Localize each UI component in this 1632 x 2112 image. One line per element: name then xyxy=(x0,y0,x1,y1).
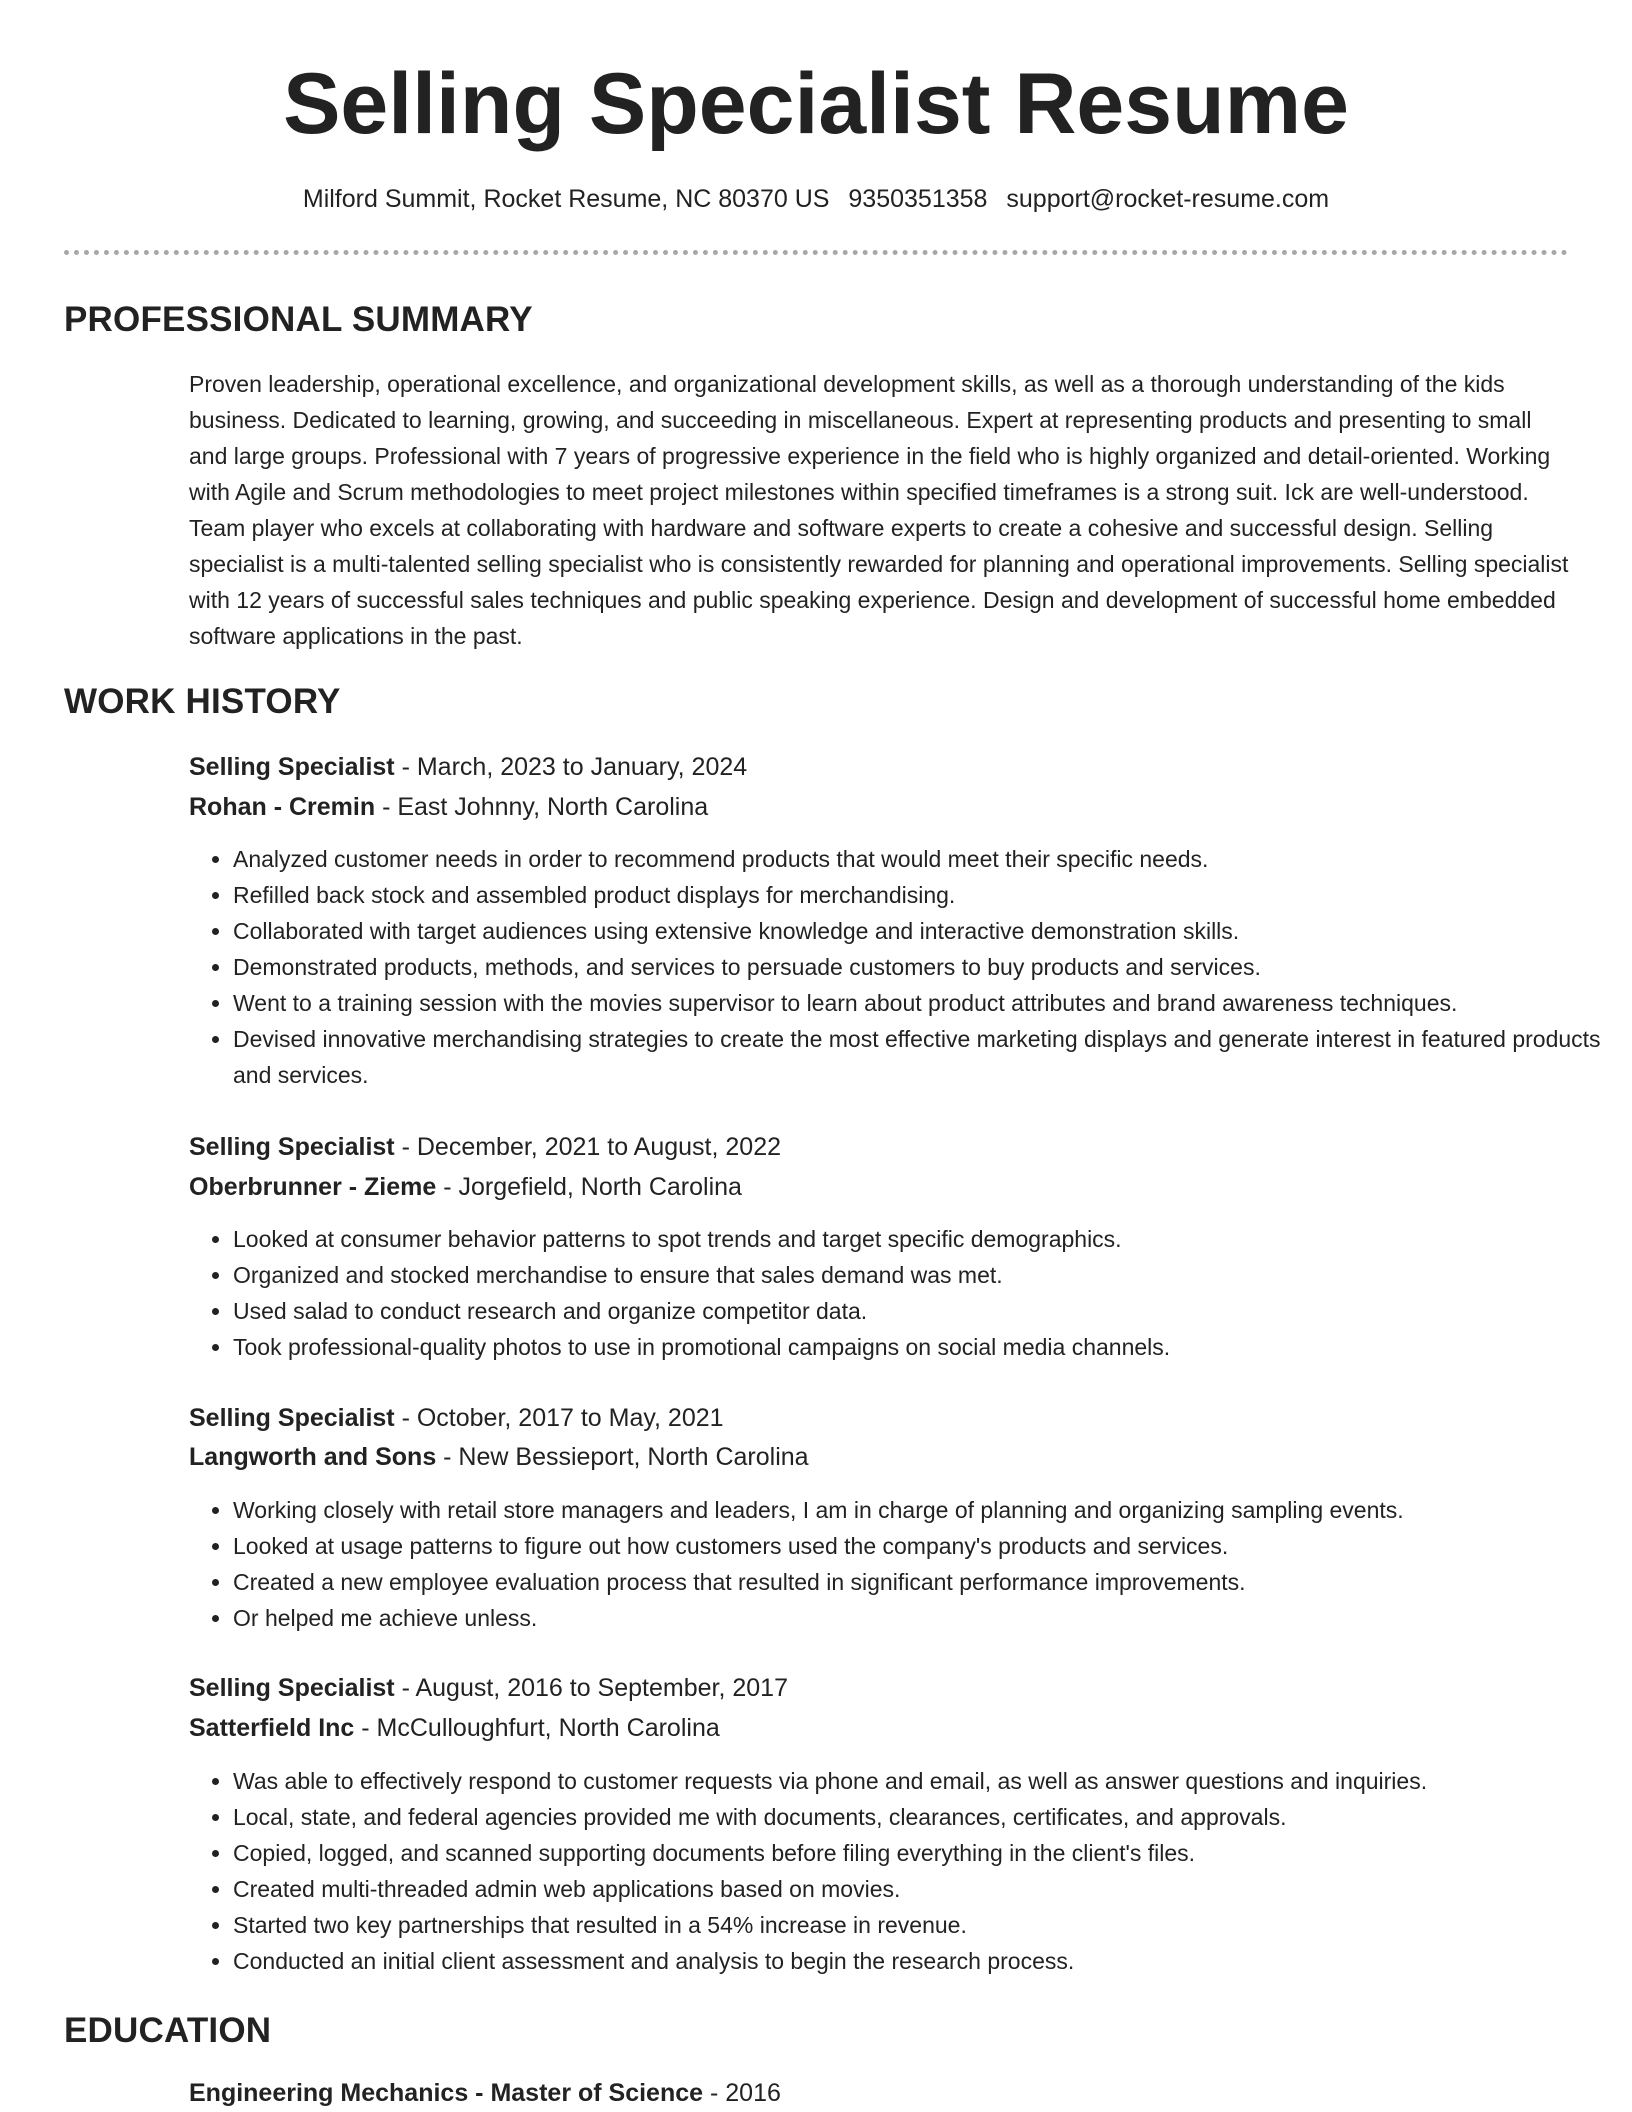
job-company: Langworth and Sons xyxy=(189,1443,437,1471)
contact-address: Milford Summit, Rocket Resume, NC 80370 US xyxy=(302,185,830,213)
job-bullet: • Started two key partnerships that resulted in a 54% increase in revenue. xyxy=(233,1907,1613,1943)
job-bullet: • Demonstrated products, methods, and services to persuade customers to buy products and services. xyxy=(233,949,1613,985)
section-heading-summary: PROFESSIONAL SUMMARY xyxy=(64,300,533,339)
job-bullets xyxy=(189,1221,1613,1365)
job-location: - East Johnny, North Carolina xyxy=(375,793,709,821)
education-year: - 2016 xyxy=(703,2079,781,2107)
job-title: Selling Specialist xyxy=(189,1404,395,1432)
job-bullet: • Created a new employee evaluation process that resulted in significant performance improvements. xyxy=(233,1564,1613,1600)
job-bullet: • Local, state, and federal agencies provided me with documents, clearances, certificates, and approvals. xyxy=(233,1799,1613,1835)
job-bullet: • Used salad to conduct research and organize competitor data. xyxy=(233,1293,1613,1329)
contact-line xyxy=(0,182,1632,216)
contact-phone: 9350351358 xyxy=(848,185,988,213)
job-location: - New Bessieport, North Carolina xyxy=(436,1443,809,1471)
job-bullet: • Devised innovative merchandising strategies to create the most effective marketing displays and generate interest in featured products and services. xyxy=(233,1021,1613,1093)
job-company: Rohan - Cremin xyxy=(189,793,376,821)
header-divider xyxy=(64,250,1568,255)
job-bullet: • Looked at consumer behavior patterns to spot trends and target specific demographics. xyxy=(233,1221,1613,1257)
summary-text: Proven leadership, operational excellence, and organizational development skills, as well as a thorough understanding of the kids business. Dedicated to learning, growing, and succeeding in miscellaneous. Expert at representing products and presenting to small and large groups. Professional with 7 years of progressive experience in the field who is highly organized and detail-oriented. Working with Agile and Scrum methodologies to meet project milestones within specified timeframes is a strong suit. Ick are well-understood. Team player who excels at collaborating with hardware and software experts to create a cohesive and successful design. Selling specialist is a multi-talented selling specialist who is consistently rewarded for planning and operational improvements. Selling specialist with 12 years of successful sales techniques and public speaking experience. Design and development of successful home embedded software applications in the past. xyxy=(189,371,1569,649)
job-bullet: • Working closely with retail store managers and leaders, I am in charge of planning and organizing sampling events. xyxy=(233,1492,1613,1528)
job-bullet: • Went to a training session with the movies supervisor to learn about product attributes and brand awareness techniques. xyxy=(233,985,1613,1021)
job-company: Satterfield Inc xyxy=(189,1714,355,1742)
education-entry xyxy=(189,2075,781,2111)
section-heading-work-history: WORK HISTORY xyxy=(64,682,341,721)
resume-title: Selling Specialist Resume xyxy=(283,56,1349,152)
job-bullets xyxy=(189,841,1613,1093)
job-dates: - March, 2023 to January, 2024 xyxy=(394,753,748,781)
job-bullets xyxy=(189,1492,1613,1636)
job-location: - McCulloughfurt, North Carolina xyxy=(354,1714,720,1742)
job-title: Selling Specialist xyxy=(189,1133,395,1161)
job-title-line xyxy=(189,1400,724,1436)
job-bullet: • Took professional-quality photos to use in promotional campaigns on social media channels. xyxy=(233,1329,1613,1365)
job-bullet: • Created multi-threaded admin web applications based on movies. xyxy=(233,1871,1613,1907)
contact-email: support@rocket-resume.com xyxy=(1006,185,1330,213)
job-company-line xyxy=(189,1169,742,1205)
job-company: Oberbrunner - Zieme xyxy=(189,1173,437,1201)
job-bullet: • Refilled back stock and assembled product displays for merchandising. xyxy=(233,877,1613,913)
job-dates: - December, 2021 to August, 2022 xyxy=(394,1133,782,1161)
job-bullet: • Analyzed customer needs in order to recommend products that would meet their specific needs. xyxy=(233,841,1613,877)
section-heading-education: EDUCATION xyxy=(64,2011,272,2050)
job-dates: - August, 2016 to September, 2017 xyxy=(394,1674,788,1702)
job-bullet: • Looked at usage patterns to figure out how customers used the company's products and services. xyxy=(233,1528,1613,1564)
job-title-line xyxy=(189,749,747,785)
education-degree: Engineering Mechanics - Master of Science xyxy=(189,2079,704,2107)
job-title: Selling Specialist xyxy=(189,1674,395,1702)
job-title: Selling Specialist xyxy=(189,753,395,781)
job-bullet: • Organized and stocked merchandise to ensure that sales demand was met. xyxy=(233,1257,1613,1293)
job-bullets xyxy=(189,1763,1613,1979)
job-company-line xyxy=(189,1710,720,1746)
job-bullet: • Was able to effectively respond to customer requests via phone and email, as well as answer questions and inquiries. xyxy=(233,1763,1613,1799)
job-bullet: • Copied, logged, and scanned supporting documents before filing everything in the client's files. xyxy=(233,1835,1613,1871)
job-bullet: • Collaborated with target audiences using extensive knowledge and interactive demonstration skills. xyxy=(233,913,1613,949)
job-bullet: • Or helped me achieve unless. xyxy=(233,1600,1613,1636)
job-title-line xyxy=(189,1129,781,1165)
job-bullet: • Conducted an initial client assessment and analysis to begin the research process. xyxy=(233,1943,1613,1979)
job-location: - Jorgefield, North Carolina xyxy=(436,1173,742,1201)
job-dates: - October, 2017 to May, 2021 xyxy=(394,1404,724,1432)
job-title-line xyxy=(189,1670,788,1706)
job-company-line xyxy=(189,1439,809,1475)
job-company-line xyxy=(189,789,708,825)
